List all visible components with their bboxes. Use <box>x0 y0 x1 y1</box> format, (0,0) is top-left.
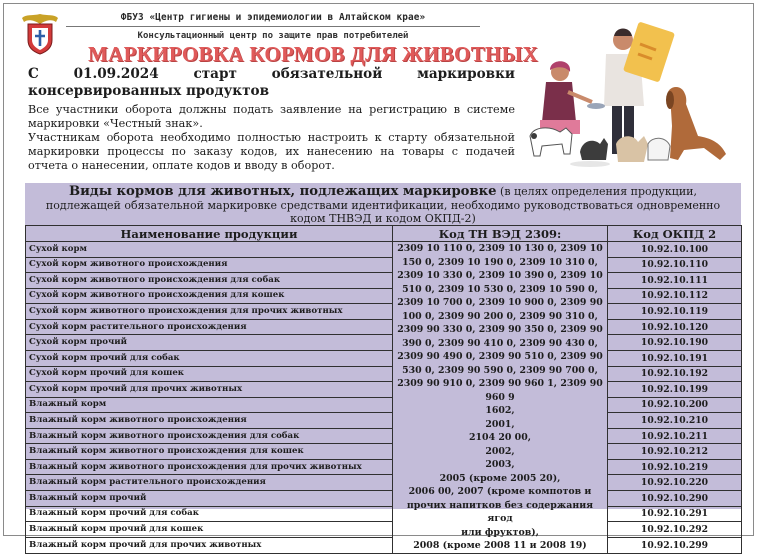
product-name-cell: Влажный корм животного происхождения для прочих животных <box>26 459 393 475</box>
product-name-cell: Влажный корм животного происхождения для собак <box>26 428 393 444</box>
product-name-cell: Сухой корм <box>26 242 393 258</box>
okpd-code-cell: 10.92.10.291 <box>608 506 742 522</box>
okpd-code-cell: 10.92.10.211 <box>608 428 742 444</box>
people-feeding-pets-illustration <box>520 14 748 174</box>
tnved-code-line: 2005 (кроме 2005 20), <box>439 472 561 484</box>
okpd-code-cell: 10.92.10.112 <box>608 288 742 304</box>
tnved-code-line: 2008 (кроме 2008 11 и 2008 19) <box>413 540 587 551</box>
consult-center: Консультационный центр по защите прав потребителей <box>137 31 409 41</box>
tnved-code-line: 2309 10 110 0, 2309 10 130 0, 2309 10 <box>397 243 603 254</box>
okpd-code-cell: 10.92.10.120 <box>608 319 742 335</box>
table-row <box>26 382 742 398</box>
headline <box>28 66 515 100</box>
product-name-cell: Сухой корм прочий для собак <box>26 350 393 366</box>
product-name-cell: Влажный корм растительного происхождения <box>26 475 393 491</box>
tnved-code-line: 2309 90 330 0, 2309 90 350 0, 2309 90 <box>397 324 603 335</box>
table-row <box>26 537 742 553</box>
okpd-code-cell: 10.92.10.292 <box>608 522 742 538</box>
product-name-cell: Сухой корм растительного происхождения <box>26 319 393 335</box>
table-row <box>26 444 742 460</box>
column-header-name: Наименование продукции <box>26 226 393 242</box>
okpd-code-cell: 10.92.10.110 <box>608 257 742 273</box>
rospotrebnadzor-emblem-icon <box>18 10 62 56</box>
product-name-cell: Сухой корм животного происхождения <box>26 257 393 273</box>
okpd-code-cell: 10.92.10.210 <box>608 413 742 429</box>
okpd-code-cell: 10.92.10.191 <box>608 350 742 366</box>
header-divider <box>66 26 480 27</box>
okpd-code-cell: 10.92.10.119 <box>608 304 742 320</box>
table-row <box>26 397 742 413</box>
product-name-cell: Сухой корм животного происхождения для кошек <box>26 288 393 304</box>
tnved-code-line: 150 0, 2309 10 190 0, 2309 10 310 0, <box>402 256 598 268</box>
tnved-code-line: 2104 20 00, <box>469 432 531 443</box>
okpd-code-cell: 10.92.10.219 <box>608 459 742 475</box>
headline-word: С <box>28 66 39 82</box>
headline-word: обязательной <box>271 66 383 82</box>
column-header-okpd: Код ОКПД 2 <box>608 226 742 242</box>
tnved-code-line: 2309 90 490 0, 2309 90 510 0, 2309 90 <box>397 351 603 362</box>
tnved-code-line: или фруктов), <box>461 526 539 538</box>
table-row <box>26 366 742 382</box>
tnved-code-line: прочих напитков без содержания ягод <box>406 499 594 524</box>
headline-line-1 <box>28 66 515 83</box>
okpd-code-cell: 10.92.10.299 <box>608 537 742 553</box>
okpd-code-cell: 10.92.10.111 <box>608 273 742 289</box>
okpd-code-cell: 10.92.10.212 <box>608 444 742 460</box>
tnved-code-line: 2309 90 910 0, 2309 90 960 1, 2309 90 <box>397 378 603 389</box>
table-row <box>26 506 742 522</box>
product-name-cell: Влажный корм прочий <box>26 491 393 507</box>
table-row <box>26 475 742 491</box>
tnved-code-line: 2309 10 700 0, 2309 10 900 0, 2309 90 <box>397 297 603 308</box>
food-types-panel <box>25 183 741 551</box>
table-row <box>26 522 742 538</box>
okpd-code-cell: 10.92.10.190 <box>608 335 742 351</box>
table-header-row <box>26 226 742 242</box>
table-row <box>26 335 742 351</box>
table-row <box>26 288 742 304</box>
product-name-cell: Влажный корм животного происхождения для кошек <box>26 444 393 460</box>
product-name-cell: Влажный корм прочий для собак <box>26 506 393 522</box>
panel-heading <box>25 183 741 225</box>
tnved-code-line: 2003, <box>485 459 515 470</box>
headline-word: 01.09.2024 <box>73 66 159 82</box>
okpd-code-cell: 10.92.10.199 <box>608 382 742 398</box>
panel-heading-title: Виды кормов для животных, подлежащих маркировке <box>69 184 497 199</box>
product-name-cell: Влажный корм <box>26 397 393 413</box>
tnved-code-line: 960 9 <box>485 391 515 403</box>
tnved-code-line: 2002, <box>485 445 515 457</box>
tnved-code-line: 2309 10 330 0, 2309 10 390 0, 2309 10 <box>397 270 603 281</box>
organization-name: ФБУЗ «Центр гигиены и эпидемиологии в Алтайском крае» <box>120 12 426 23</box>
table-row <box>26 319 742 335</box>
table-row <box>26 428 742 444</box>
headline-word: старт <box>193 66 237 82</box>
okpd-code-cell: 10.92.10.290 <box>608 491 742 507</box>
product-name-cell: Сухой корм прочий для прочих животных <box>26 382 393 398</box>
intro-paragraph-setup: Участникам оборота необходимо полностью настроить к старту обязательной маркировки процессы по заказу кодов, их нанесению на товары с подачей отчета о нанесении, оплате кодов и вводу в оборот. <box>28 131 515 172</box>
table-row <box>26 273 742 289</box>
tnved-codes-cell <box>393 242 608 554</box>
tnved-code-line: 2001, <box>485 418 515 430</box>
table-row <box>26 304 742 320</box>
tnved-code-line: 100 0, 2309 90 200 0, 2309 90 310 0, <box>402 310 598 322</box>
okpd-code-cell: 10.92.10.100 <box>608 242 742 258</box>
table-row <box>26 350 742 366</box>
headline-word: маркировки <box>417 66 515 82</box>
panel-heading-note: (в целях определения продукции, подлежащей обязательной маркировке средствами идентификации, необходимо руководствоваться одновременно кодом ТНВЭД и кодом ОКПД-2) <box>45 185 721 225</box>
table-row <box>26 413 742 429</box>
headline-line-2: консервированных продуктов <box>28 83 270 99</box>
tnved-code-line: 1602, <box>485 405 515 416</box>
okpd-code-cell: 10.92.10.200 <box>608 397 742 413</box>
product-name-cell: Сухой корм животного происхождения для прочих животных <box>26 304 393 320</box>
product-name-cell: Влажный корм прочий для кошек <box>26 522 393 538</box>
product-name-cell: Сухой корм животного происхождения для собак <box>26 273 393 289</box>
tnved-code-line: 2006 00, 2007 (кроме компотов и <box>408 486 592 497</box>
table-row <box>26 257 742 273</box>
tnved-code-line: 510 0, 2309 10 530 0, 2309 10 590 0, <box>402 283 598 295</box>
table-row <box>26 491 742 507</box>
intro-paragraph-registration: Все участники оборота должны подать заявление на регистрацию в системе маркировки «Честный знак». <box>28 103 515 130</box>
product-name-cell: Сухой корм прочий <box>26 335 393 351</box>
tnved-code-line: 390 0, 2309 90 410 0, 2309 90 430 0, <box>402 337 598 349</box>
product-name-cell: Сухой корм прочий для кошек <box>26 366 393 382</box>
column-header-tnved: Код ТН ВЭД 2309: <box>393 226 608 242</box>
table-row <box>26 459 742 475</box>
product-name-cell: Влажный корм прочий для прочих животных <box>26 537 393 553</box>
okpd-code-cell: 10.92.10.192 <box>608 366 742 382</box>
page-title: МАРКИРОВКА КОРМОВ ДЛЯ ЖИВОТНЫХ <box>88 42 539 66</box>
product-name-cell: Влажный корм животного происхождения <box>26 413 393 429</box>
okpd-code-cell: 10.92.10.220 <box>608 475 742 491</box>
table-row <box>26 242 742 258</box>
tnved-code-line: 530 0, 2309 90 590 0, 2309 90 700 0, <box>402 364 598 376</box>
marking-table <box>25 225 742 554</box>
